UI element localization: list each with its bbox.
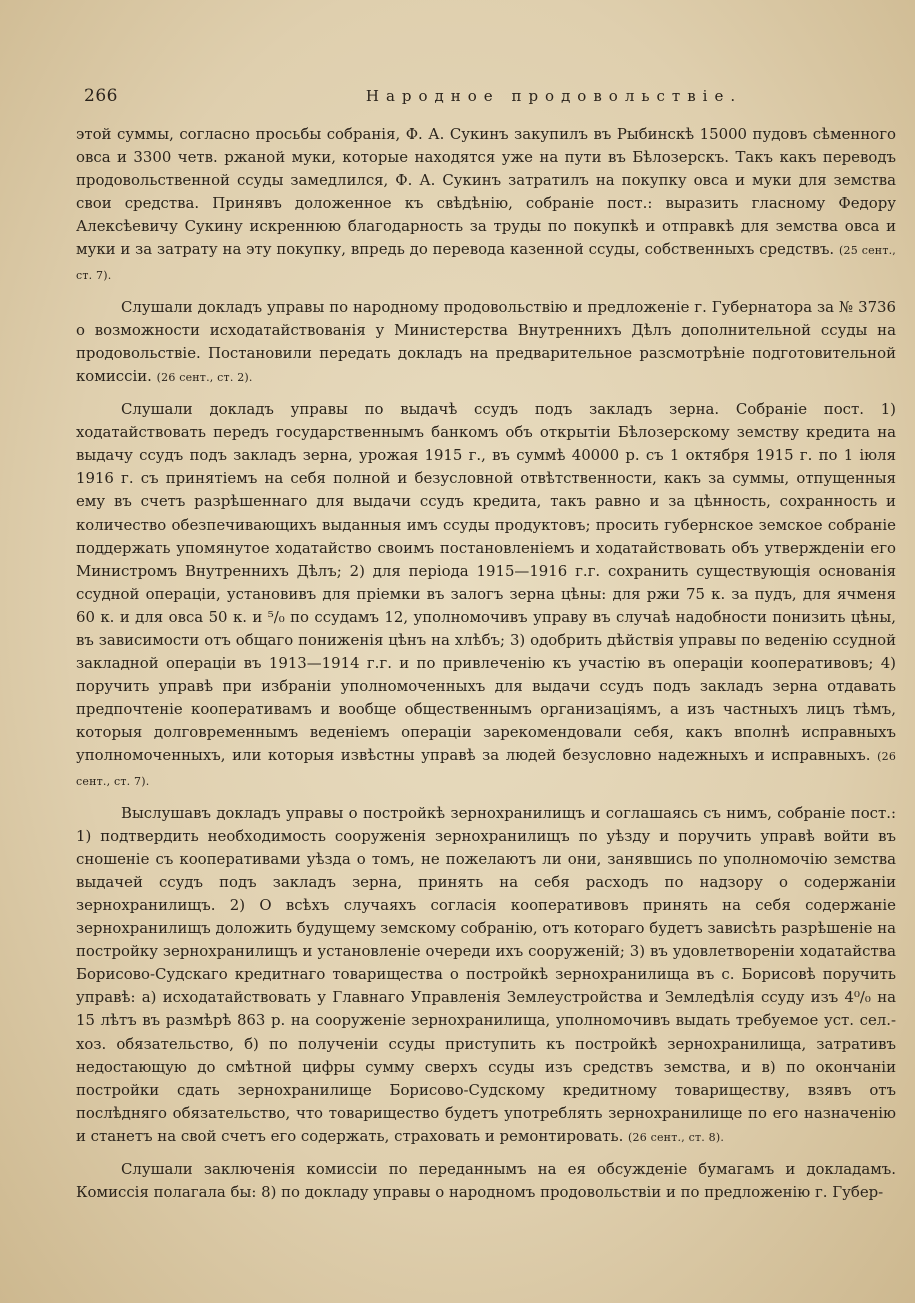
session-reference: (25 сент., ст. 7). — [76, 244, 896, 282]
session-reference: (26 сент., ст. 8). — [628, 1130, 725, 1144]
paragraph-1 — [76, 123, 896, 287]
paragraph-3 — [76, 398, 896, 793]
paragraph-5 — [76, 1158, 896, 1204]
paragraph-text: этой суммы, согласно просьбы собранія, Ф. А. Сукинъ закупилъ въ Рыбинскѣ 15000 пудовъ сѣменного овса и 3300 четв. ржаной муки, которые находятся уже на пути въ Бѣлозерскъ. Такъ какъ переводъ продовольственной ссуды замедлился, Ф. А. Сукинъ затратилъ на покупку овса и муки для земства свои средства. Принявъ доложенное къ свѣдѣнію, собраніе пост.: выразить гласному Федору Алексѣевичу Сукину искреннюю благодарность за труды по покупкѣ и отправкѣ для земства овса и муки и за затрату на эту покупку, впредь до перевода казенной ссуды, собственныхъ средствъ. — [76, 125, 896, 259]
running-title: Народное продовольствіе. — [365, 87, 743, 105]
paragraph-text: Выслушавъ докладъ управы о постройкѣ зернохранилищъ и соглашаясь съ нимъ, собраніе пост.: 1) подтвердить необходимость сооруженія зернохранилищъ по уѣзду и поручить управѣ войти въ сношеніе съ кооперативами уѣзда о томъ, не пожелаютъ ли они, занявшись по уполномочію земства выдачей ссудъ подъ закладъ зерна, принять на себя расходъ по надзору о содержаніи зернохранилищъ. 2) О всѣхъ случаяхъ согласія кооперативовъ принять на себя содержаніе зернохранилищъ доложить будущему земскому собранію, отъ котораго будетъ зависѣть разрѣшеніе на постройку зернохранилищъ и установленіе очереди ихъ сооруженій; 3) въ удовлетвореніи ходатайства Борисово-Судскаго кредитнаго товарищества о постройкѣ зернохранилища въ с. Борисовѣ поручить управѣ: а) исходатайствовать у Главнаго Управленія Землеустройства и Земледѣлія ссуду изъ 4⁰/₀ на 15 лѣтъ въ размѣрѣ 863 р. на сооруженіе зернохранилища, уполномочивъ выдать требуемое уст. сел.-хоз. обязательство, б) по полученіи ссуды приступить къ постройкѣ зернохранилища, затративъ недостающую до смѣтной цифры сумму сверхъ ссуды изъ средствъ земства, и в) по окончаніи постройки сдать зернохранилище Борисово-Судскому кредитному товариществу, взявъ отъ послѣдняго обязательство, что товарищество будетъ употреблять зернохранилище по его назначенію и станетъ на свой счетъ его содержать, страховать и ремонтировать. — [76, 803, 896, 1145]
session-reference: (26 сент., ст. 7). — [76, 750, 897, 788]
paragraph-2 — [76, 296, 896, 389]
body-text — [76, 123, 896, 1204]
paragraph-text: Слушали докладъ управы по народному продовольствію и предложеніе г. Губернатора за № 3736 о возможности исходатайствованія у Министерства Внутреннихъ Дѣлъ дополнительной ссуды на продовольствіе. Постановили передать докладъ на предварительное разсмотрѣніе подготовительной комиссіи. — [76, 297, 896, 385]
session-reference: (26 сент., ст. 2). — [156, 370, 253, 384]
paragraph-4 — [76, 802, 896, 1149]
paragraph-text: Слушали докладъ управы по выдачѣ ссудъ подъ закладъ зерна. Собраніе пост. 1) ходатайствовать передъ государственнымъ банкомъ объ открытіи Бѣлозерскому земству кредита на выдачу ссудъ подъ закладъ зерна, урожая 1915 г., въ суммѣ 40000 р. съ 1 октября 1915 г. по 1 іюля 1916 г. съ принятіемъ на себя полной и безусловной отвѣтственности, какъ за суммы, отпущенныя ему въ счетъ разрѣшеннаго для выдачи ссудъ кредита, такъ равно и за цѣнность, сохранность и количество обезпечивающихъ выданныя имъ ссуды продуктовъ; просить губернское земское собраніе поддержать упомянутое ходатайство своимъ постановленіемъ и ходатайствовать объ утвержденіи его Министромъ Внутреннихъ Дѣлъ; 2) для періода 1915—1916 г.г. сохранить существующія основанія ссудной операціи, установивъ для пріемки въ залогъ зерна цѣны: для ржи 75 к. за пудъ, для ячменя 60 к. и для овса 50 к. и ⁵/₀ по ссудамъ 12, уполномочивъ управу въ случаѣ надобности понизить цѣны, въ зависимости отъ общаго пониженія цѣнъ на хлѣбъ; 3) одобрить дѣйствія управы по веденію ссудной закладной операціи въ 1913—1914 г.г. и по привлеченію къ участію въ операціи кооперативовъ; 4) поручить управѣ при избраніи уполномоченныхъ для выдачи ссудъ подъ закладъ зерна отдавать предпочтеніе кооперативамъ и вообще общественнымъ организаціямъ, а изъ частныхъ лицъ тѣмъ, которыя долговременнымъ веденіемъ операціи зарекомендовали себя, какъ вполнѣ исправныхъ уполномоченныхъ, или которыя извѣстны управѣ за людей безусловно надежныхъ и исправныхъ. — [76, 400, 896, 765]
page-number: 266 — [84, 86, 118, 106]
page-header — [84, 84, 884, 108]
paragraph-text: Слушали заключенія комиссіи по переданнымъ на ея обсужденіе бумагамъ и докладамъ. Комиссія полагала бы: 8) по докладу управы о народномъ продовольствіи и по предложенію г. Губер- — [76, 1160, 896, 1202]
